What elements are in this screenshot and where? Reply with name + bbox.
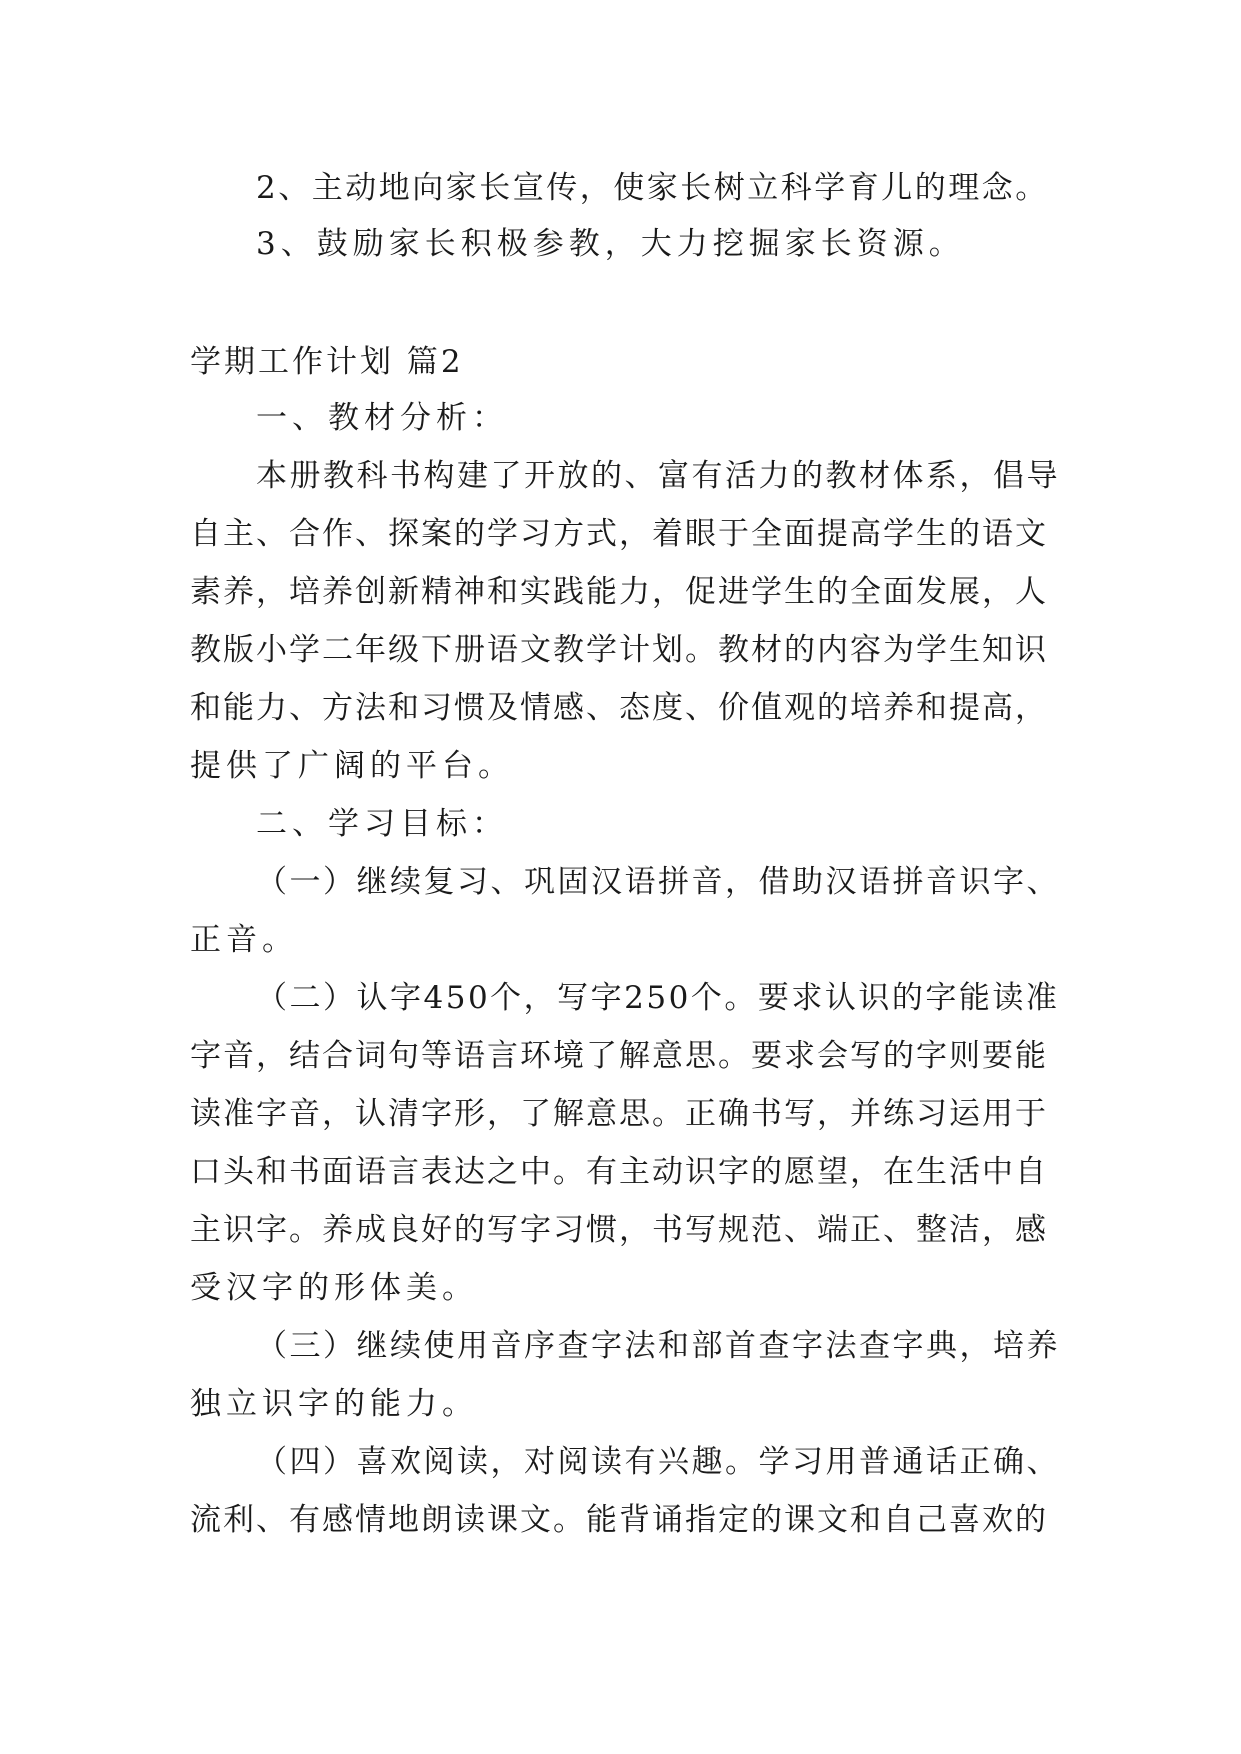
paragraph-line: 自主、合作、探案的学习方式，着眼于全面提高学生的语文 — [190, 516, 1048, 552]
paragraph-line: 3、鼓励家长积极参教，大力挖掘家长资源。 — [256, 226, 965, 262]
paragraph-line: 提供了广阔的平台。 — [190, 748, 514, 784]
paragraph-line: 独立识字的能力。 — [190, 1386, 478, 1422]
subsection-heading: 二、学习目标： — [256, 806, 508, 842]
paragraph-line: 本册教科书构建了开放的、富有活力的教材体系，倡导 — [256, 458, 1060, 494]
paragraph-line: （二）认字450个，写字250个。要求认识的字能读准 — [256, 980, 1060, 1016]
paragraph-line: （一）继续复习、巩固汉语拼音，借助汉语拼音识字、 — [256, 864, 1060, 900]
paragraph-line: 流利、有感情地朗读课文。能背诵指定的课文和自己喜欢的 — [190, 1502, 1048, 1538]
paragraph-line: 和能力、方法和习惯及情感、态度、价值观的培养和提高， — [190, 690, 1048, 726]
paragraph-line: （三）继续使用音序查字法和部首查字法查字典，培养 — [256, 1328, 1060, 1364]
paragraph-line: 教版小学二年级下册语文教学计划。教材的内容为学生知识 — [190, 632, 1048, 668]
paragraph-line: 2、主动地向家长宣传，使家长树立科学育儿的理念。 — [256, 170, 1049, 206]
paragraph-line: 读准字音，认清字形，了解意思。正确书写，并练习运用于 — [190, 1096, 1048, 1132]
section-title: 学期工作计划 篇2 — [190, 344, 464, 380]
paragraph-line: 正音。 — [190, 922, 298, 958]
paragraph-line: 受汉字的形体美。 — [190, 1270, 478, 1306]
paragraph-line: 字音，结合词句等语言环境了解意思。要求会写的字则要能 — [190, 1038, 1048, 1074]
paragraph-line: （四）喜欢阅读，对阅读有兴趣。学习用普通话正确、 — [256, 1444, 1060, 1480]
subsection-heading: 一、教材分析： — [256, 400, 508, 436]
paragraph-line: 口头和书面语言表达之中。有主动识字的愿望，在生活中自 — [190, 1154, 1048, 1190]
paragraph-line: 主识字。养成良好的写字习惯，书写规范、端正、整洁，感 — [190, 1212, 1048, 1248]
paragraph-line: 素养，培养创新精神和实践能力，促进学生的全面发展，人 — [190, 574, 1048, 610]
